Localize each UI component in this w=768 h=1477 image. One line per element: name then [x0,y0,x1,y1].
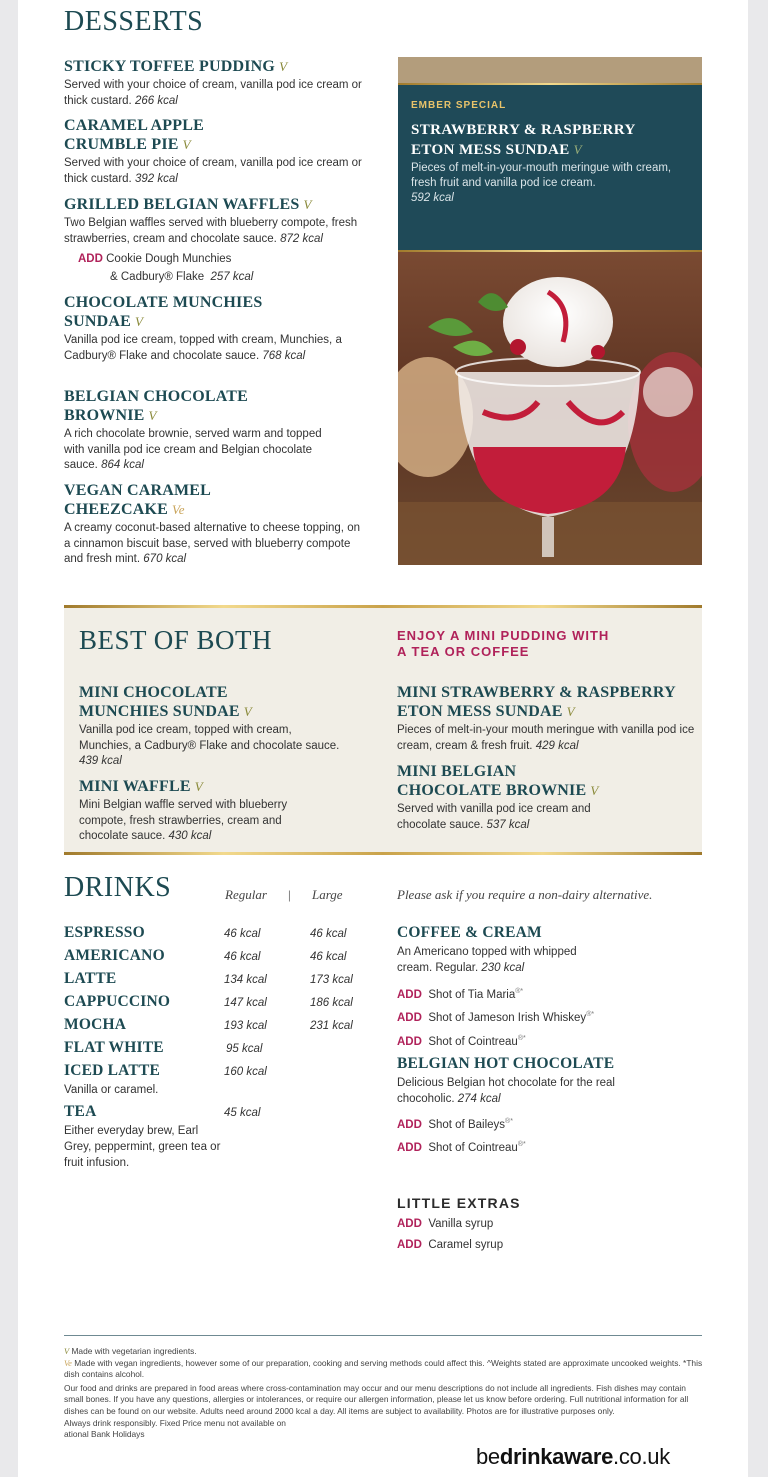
add-on: ADD Shot of Cointreau®* [397,1141,526,1155]
drinks-title: DRINKS [64,872,172,903]
dessert-item [64,57,374,109]
ember-special-name: STRAWBERRY & RASPBERRY ETON MESS SUNDAE V [411,122,636,158]
little-extras [397,1195,697,1255]
dessert-kcal: 872 kcal [280,232,323,245]
dessert-item [64,293,374,364]
dessert-item [64,387,374,474]
vegetarian-icon: V [182,137,191,152]
drink-note: Vanilla or caramel. [64,1084,159,1096]
vegetarian-icon: V [279,59,288,74]
dessert-desc: Vanilla pod ice cream, topped with cream, Munchies, a Cadbury® Flake and chocolate sauce. [64,334,342,362]
dessert-desc: A creamy coconut-based alternative to cheese topping, on a cinnamon biscuit base, served with blueberry compote and fresh mint. [64,522,360,565]
add-on-kcal: 257 kcal [210,271,254,283]
non-dairy-note: Please ask if you require a non-dairy alternative. [397,887,653,902]
ember-special-panel [398,57,702,565]
mini-pudding-item: MINI BELGIAN CHOCOLATE BROWNIE V Served with vanilla pod ice cream and chocolate sauce. 537 kcal [397,763,599,831]
ember-special-desc: Pieces of melt-in-your-mouth meringue with cream, fresh fruit and vanilla pod ice cream. 592 kcal [411,162,672,204]
drink-kcal-regular: 134 kcal [224,974,267,986]
eton-mess-sundae-photo [398,252,702,565]
drink-name: TEA [64,1103,97,1120]
footer-notes: V Made with vegetarian ingredients. Ve Made with vegan ingredients, however some of our preparation, cooking and serving methods could affect this. ^Weights stated are approximate uncooked weights. *This dish contains alcohol. Our food and drinks are prepared in food areas where cross-contamination may occur and our menu descriptions do not include all ingredients. Fish dishes may contain small bones. If you have any questions, allergies or intolerances, or require our allergen information, please let us know before ordering. Full nutritional information for all dishes can be found on our website. Adults need around 2000 kcal a day. All items are subject to availability. Photos are for illustrative purposes only. Always drink responsibly. Fixed Price menu not available on ational Bank Holidays [64,1346,703,1440]
drink-kcal-regular: 46 kcal [224,951,261,963]
dessert-name-line2: CRUMBLE PIE [64,136,179,153]
drink-kcal-large: 186 kcal [310,997,353,1009]
dessert-name-line2: BROWNIE [64,407,145,424]
best-of-both-panel [64,605,702,855]
drink-kcal-regular: 193 kcal [224,1020,267,1032]
vegetarian-icon: V [243,704,252,719]
dessert-item [64,481,374,568]
best-of-both-subtitle: ENJOY A MINI PUDDING WITH A TEA OR COFFEE [397,628,610,659]
drink-kcal-regular: 45 kcal [224,1107,261,1119]
vegetarian-icon: V [135,314,144,329]
best-of-both-title: BEST OF BOTH [79,625,273,655]
drink-kcal-large: 173 kcal [310,974,353,986]
dessert-kcal: 392 kcal [134,172,178,185]
dessert-kcal: 266 kcal [134,94,178,107]
dessert-name-line2: CHEEZCAKE [64,501,169,518]
add-on: ADD Caramel syrup [397,1238,504,1251]
large-column-header: Large [312,887,343,902]
dessert-item [64,116,374,187]
drink-name: AMERICANO [64,947,165,964]
vegan-icon: Ve [64,1358,72,1368]
dessert-item [64,195,374,286]
drink-name: COFFEE & CREAM [397,924,542,941]
dessert-name: CHOCOLATE MUNCHIES [64,294,263,311]
coffee-and-cream: COFFEE & CREAM An Americano topped with whipped cream. Regular. 230 kcal ADD Shot of Tia Maria®* ADD Shot of Jameson Irish Whiskey®* ADD Shot of Cointreau®* [397,924,697,1052]
mini-pudding-item: MINI WAFFLE V Mini Belgian waffle served with blueberry compote, fresh strawberries, cream and chocolate sauce. 430 kcal [79,778,288,842]
add-on: ADD Vanilla syrup [397,1218,494,1230]
drink-name: LATTE [64,970,117,987]
vegetarian-icon: V [573,142,583,157]
belgian-hot-chocolate: BELGIAN HOT CHOCOLATE Delicious Belgian hot chocolate for the real chocoholic. 274 kcal ADD Shot of Baileys®* ADD Shot of Cointreau®* [397,1055,697,1159]
vegetarian-icon: V [64,1347,70,1356]
dessert-name: VEGAN CARAMEL [64,482,212,499]
column-separator: | [288,887,291,902]
desserts-title: DESSERTS [64,6,204,37]
add-on: ADD Shot of Tia Maria®* [397,988,524,1001]
vegetarian-icon: V [590,783,599,798]
gold-divider [64,605,702,608]
drink-kcal-regular: 46 kcal [224,928,261,940]
dessert-desc: Served with your choice of cream, vanilla pod ice cream or thick custard. [64,79,362,107]
dessert-name-line2: SUNDAE [64,313,131,330]
drink-name: BELGIAN HOT CHOCOLATE [397,1055,615,1072]
dessert-kcal: 670 kcal [143,553,187,565]
panel-top-band [398,57,702,83]
drink-name: ESPRESSO [64,924,145,941]
vegetarian-icon: V [194,779,203,794]
gold-divider [398,83,702,85]
drink-kcal-regular: 160 kcal [224,1066,267,1078]
drink-name: CAPPUCCINO [64,993,171,1010]
add-on: ADD Shot of Baileys®* [397,1118,513,1131]
dessert-name: GRILLED BELGIAN WAFFLES [64,196,300,213]
drink-kcal-regular: 147 kcal [224,997,267,1009]
drinkaware-logo: bedrinkaware.co.uk [476,1444,670,1469]
dessert-name: BELGIAN CHOCOLATE [64,388,249,405]
drink-name: FLAT WHITE [64,1039,164,1056]
vegan-icon: Ve [172,502,185,517]
drink-name: MOCHA [64,1016,127,1033]
dessert-desc: A rich chocolate brownie, served warm and topped with vanilla pod ice cream and Belgian chocolate sauce. [64,428,322,471]
little-extras-title: LITTLE EXTRAS [397,1195,521,1211]
add-label: ADD [78,253,103,265]
menu-page [18,0,748,1477]
vegetarian-icon: V [303,197,312,212]
add-on: ADD Shot of Jameson Irish Whiskey®* [397,1011,595,1025]
ember-special-tag: EMBER SPECIAL [411,100,507,111]
dessert-name: CARAMEL APPLE [64,117,204,134]
ember-special-kcal: 592 kcal [411,192,454,204]
add-on: ADD Shot of Cointreau®* [397,1034,526,1048]
drink-kcal-regular: 95 kcal [226,1043,263,1055]
dessert-kcal: 864 kcal [101,459,144,471]
add-on-text-line2: & Cadbury® Flake [110,271,205,283]
add-on-text: Cookie Dough Munchies [106,253,232,265]
vegetarian-icon: V [148,408,157,423]
drink-kcal-large: 46 kcal [310,928,347,940]
drink-kcal-large: 46 kcal [310,951,347,963]
vegetarian-icon: V [566,704,575,719]
regular-column-header: Regular [225,887,267,902]
dessert-desc: Served with your choice of cream, vanilla pod ice cream or thick custard. [64,157,362,185]
drink-kcal-large: 231 kcal [310,1020,353,1032]
drink-name: ICED LATTE [64,1062,161,1079]
drink-note: Either everyday brew, Earl Grey, peppermint, green tea or fruit infusion. [64,1125,221,1169]
dessert-name: STICKY TOFFEE PUDDING [64,58,276,75]
dessert-kcal: 768 kcal [262,349,306,362]
footer-divider [64,1335,702,1336]
dessert-desc: Two Belgian waffles served with blueberry compote, fresh strawberries, cream and chocolate sauce. [64,217,358,245]
mini-pudding-item: MINI STRAWBERRY & RASPBERRY ETON MESS SUNDAE V Pieces of melt-in-your mouth meringue with vanilla pod ice cream, cream & fresh fruit. 429 kcal [397,684,695,752]
gold-divider [64,852,702,855]
mini-pudding-item: MINI CHOCOLATE MUNCHIES SUNDAE V Vanilla pod ice cream, topped with cream, Munchies, a Cadbury® Flake and chocolate sauce. 439 kcal [79,684,340,767]
add-on [64,250,374,286]
